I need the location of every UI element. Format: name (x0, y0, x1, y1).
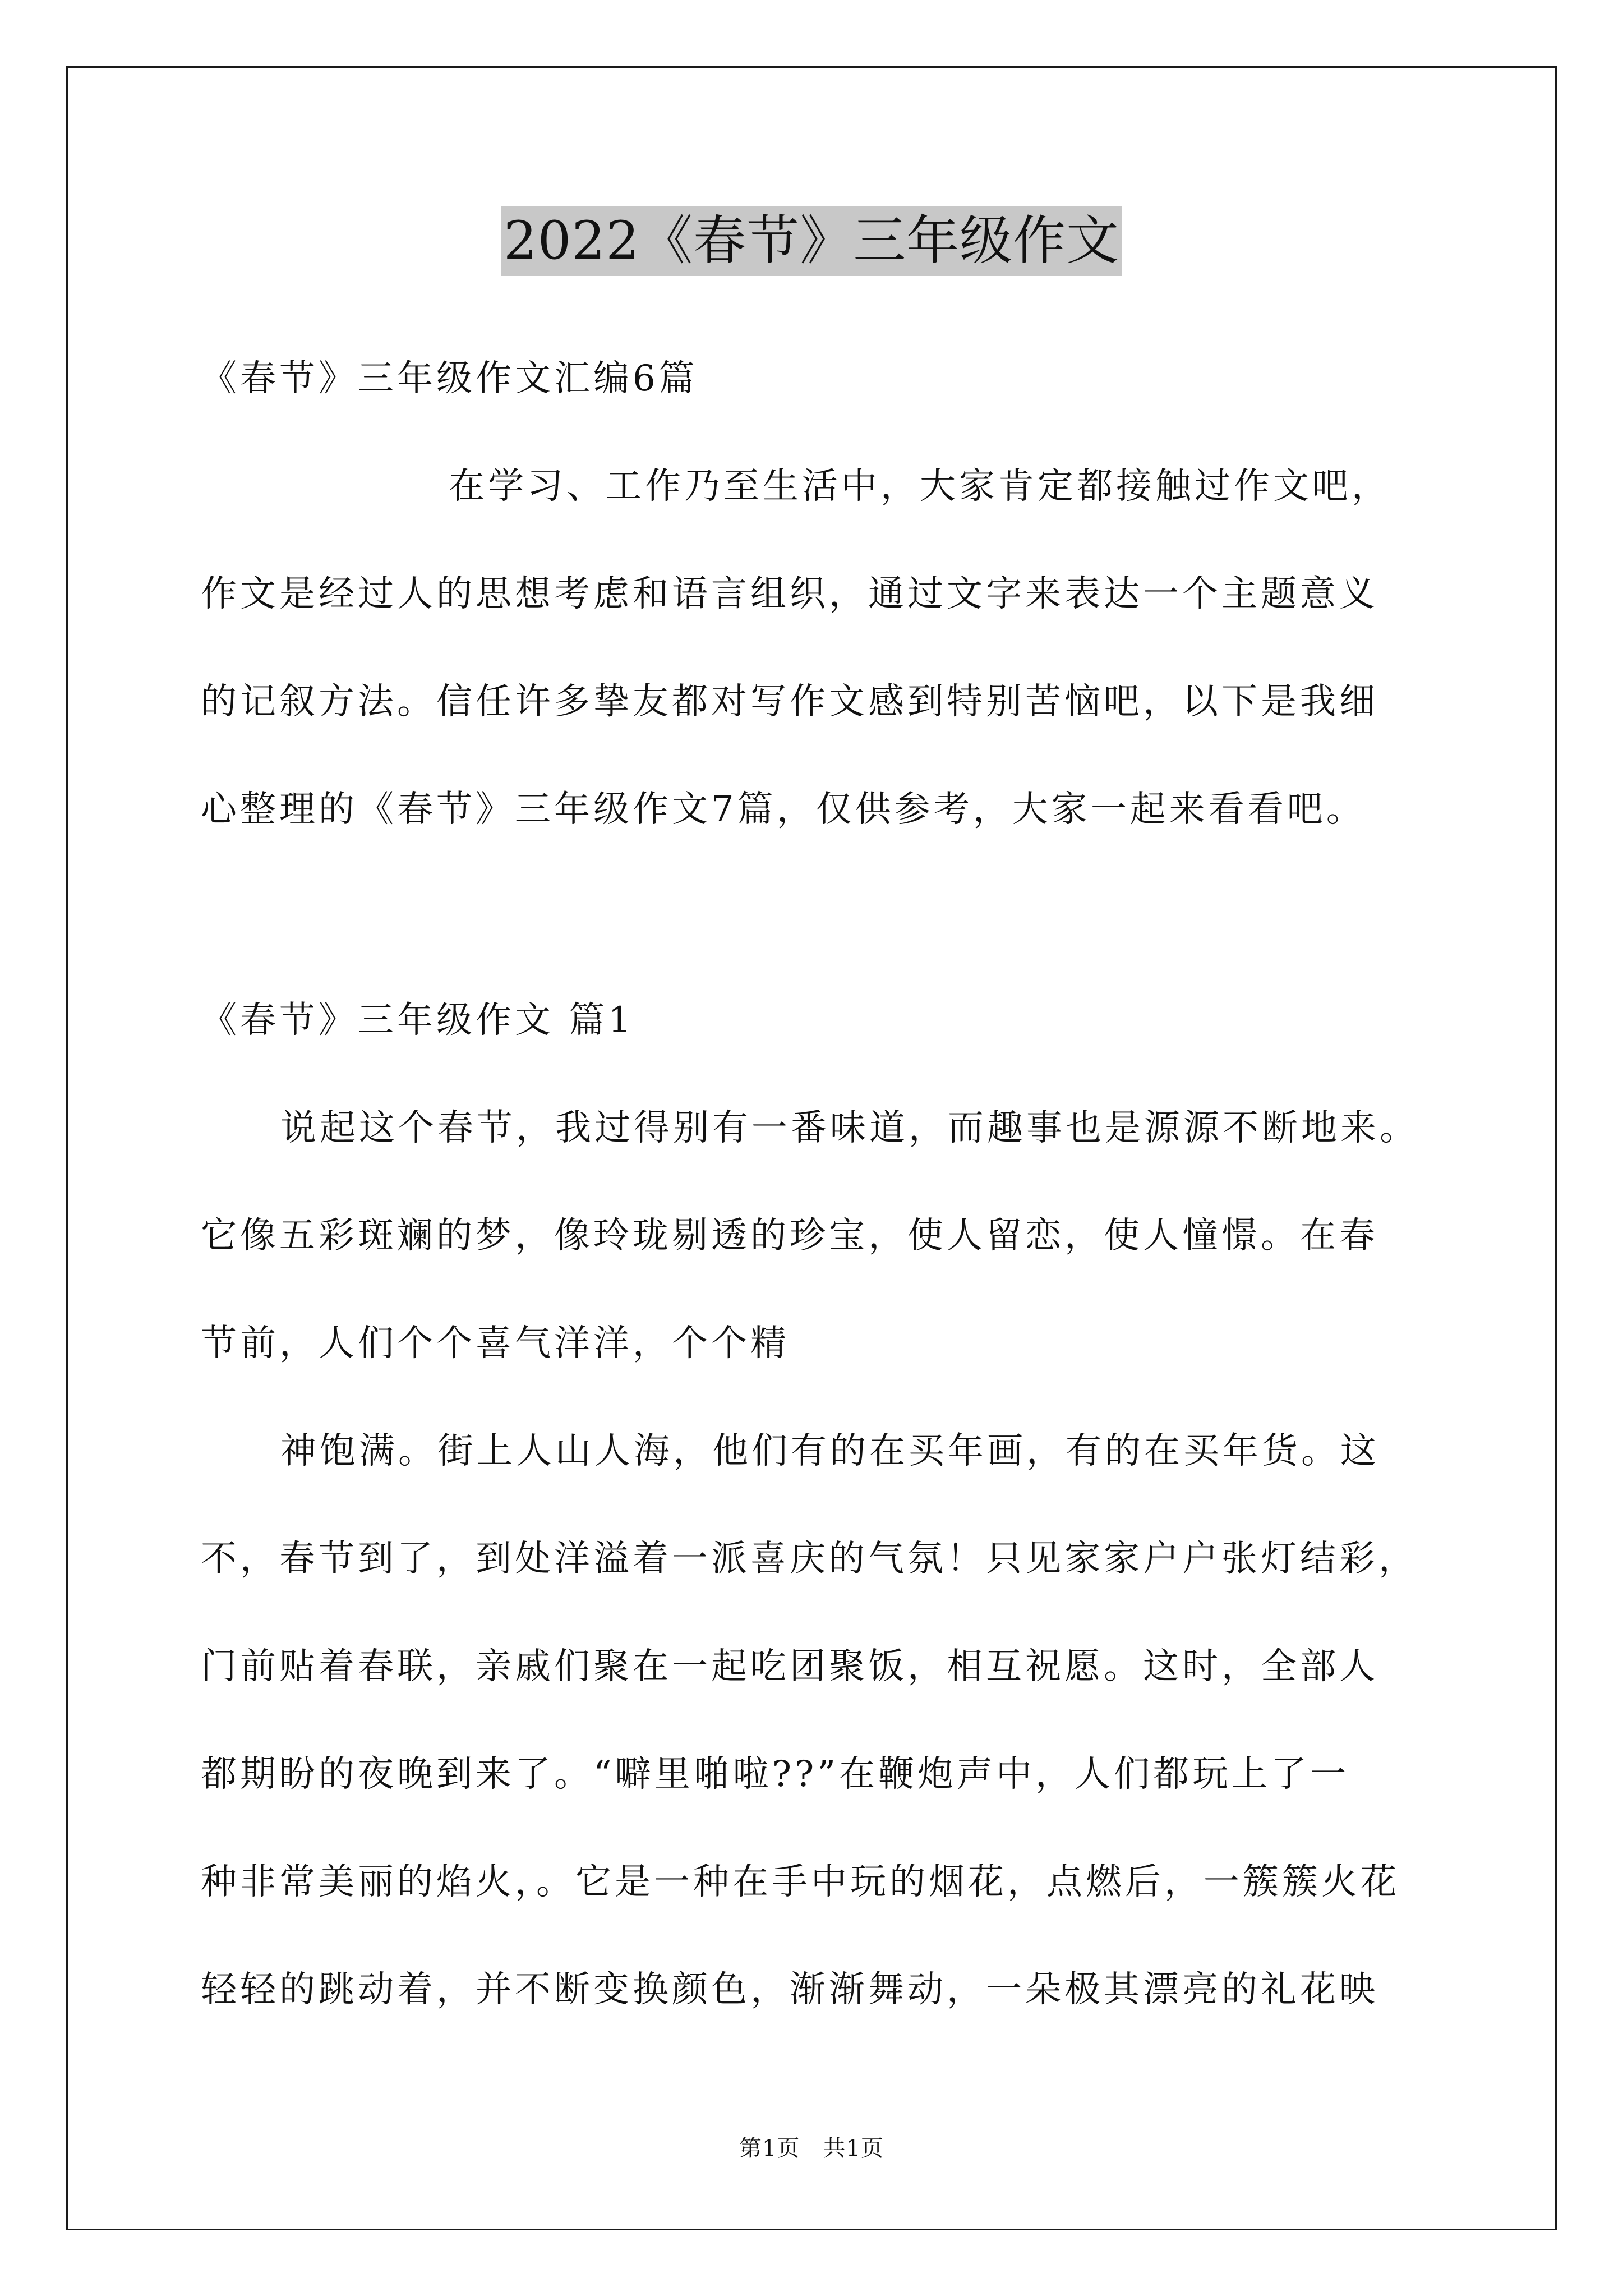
document-subtitle: 《春节》三年级作文汇编6篇 (201, 358, 698, 399)
document-title: 2022《春节》三年级作文 (501, 206, 1122, 276)
para1-line-3: 节前，人们个个喜气洋洋，个个精 (201, 1323, 790, 1364)
para2-line-5: 种非常美丽的焰火，。它是一种在手中玩的烟花，点燃后，一簇簇火花 (201, 1861, 1400, 1903)
page-footer: 第1页 共1页 (739, 2136, 884, 2161)
intro-line-3: 的记叙方法。信任许多挚友都对写作文感到特别苦恼吧，以下是我细 (201, 681, 1378, 723)
para2-line-3: 门前贴着春联，亲戚们聚在一起吃团聚饭，相互祝愿。这时，全部人 (201, 1646, 1378, 1687)
para2-line-2: 不，春节到了，到处洋溢着一派喜庆的气氛！只见家家户户张灯结彩， (201, 1538, 1418, 1580)
intro-line-1: 在学习、工作乃至生活中，大家肯定都接触过作文吧， (449, 466, 1391, 507)
intro-line-2: 作文是经过人的思想考虑和语言组织，通过文字来表达一个主题意义 (201, 573, 1378, 615)
para2-line-4: 都期盼的夜晚到来了。“噼里啪啦??”在鞭炮声中，人们都玩上了一 (201, 1754, 1350, 1795)
intro-line-4: 心整理的《春节》三年级作文7篇，仅供参考，大家一起来看看吧。 (201, 789, 1366, 830)
para1-line-1: 说起这个春节，我过得别有一番味道，而趣事也是源源不断地来。 (280, 1107, 1419, 1149)
title-container (0, 206, 1623, 276)
para2-line-1: 神饱满。街上人山人海，他们有的在买年画，有的在买年货。这 (280, 1430, 1380, 1472)
section-heading: 《春节》三年级作文 篇1 (201, 1000, 635, 1041)
para2-line-6: 轻轻的跳动着，并不断变换颜色，渐渐舞动，一朵极其漂亮的礼花映 (201, 1969, 1378, 2010)
para1-line-2: 它像五彩斑斓的梦，像玲珑剔透的珍宝，使人留恋，使人憧憬。在春 (201, 1215, 1378, 1257)
